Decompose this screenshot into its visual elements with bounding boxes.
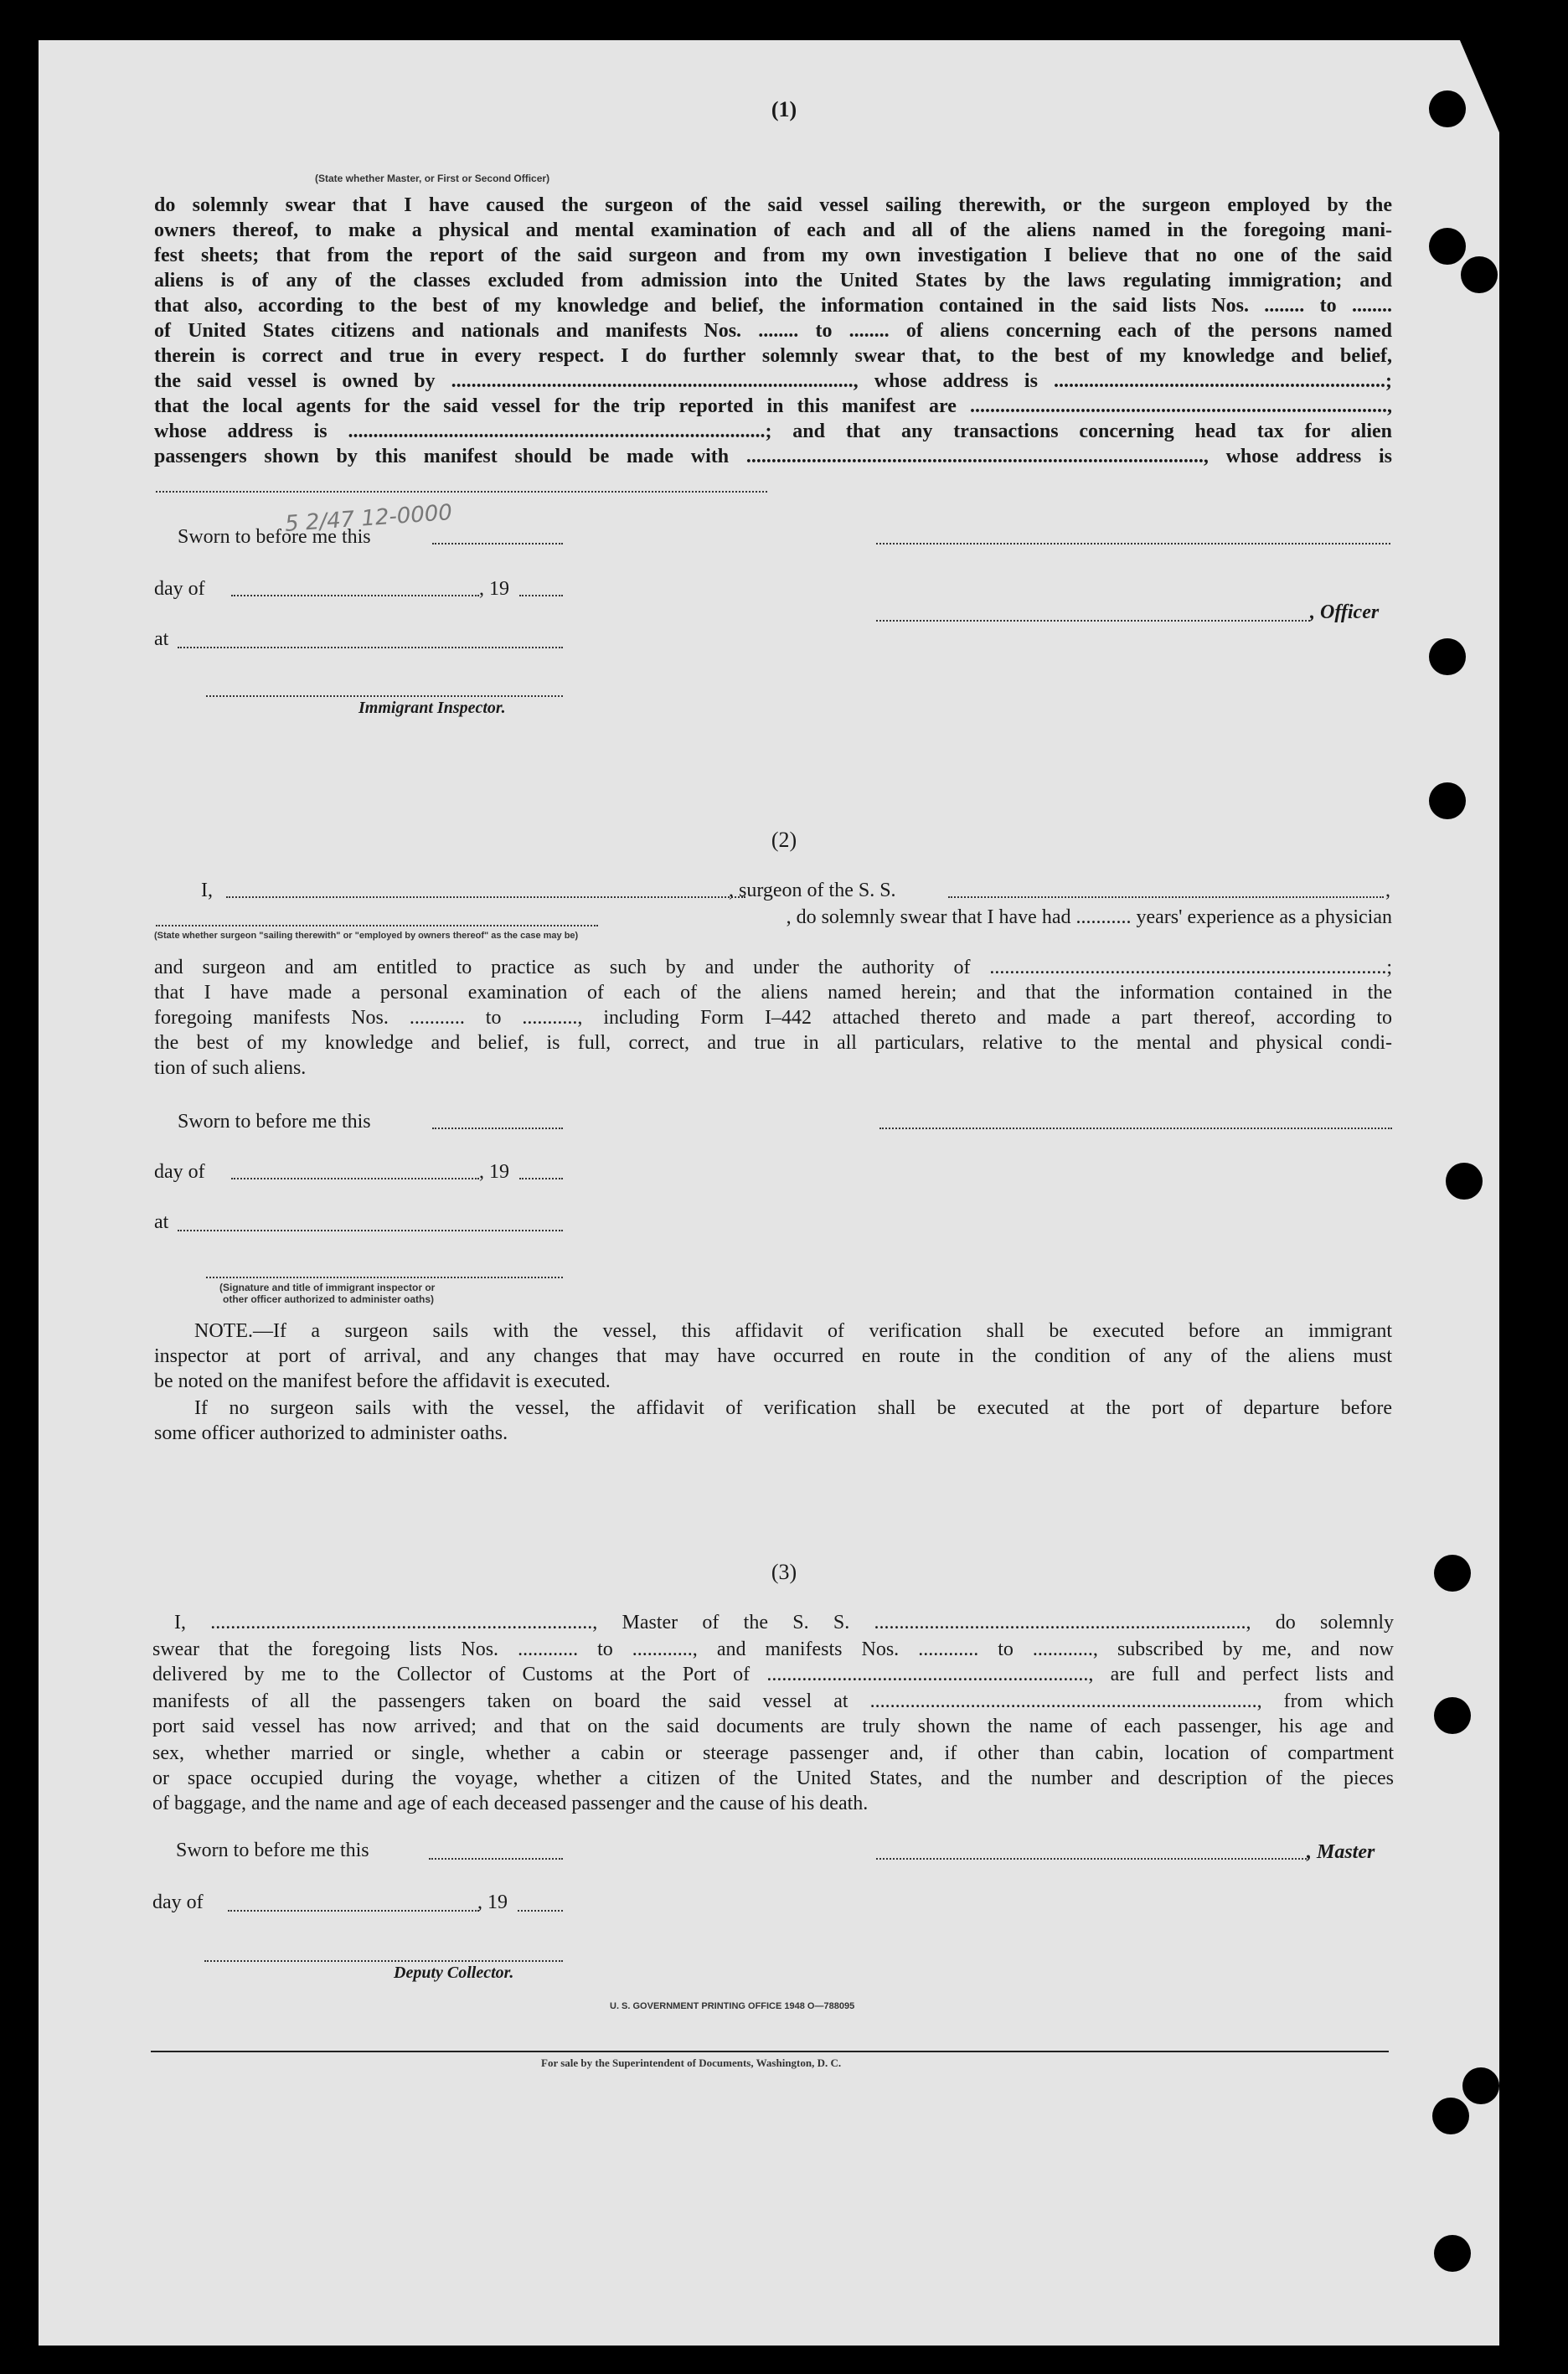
section-2-heading: (2): [771, 828, 797, 852]
punch-hole: [1429, 782, 1466, 819]
year-field[interactable]: [519, 595, 563, 596]
section-3-para-line: of baggage, and the name and age of each deceased passenger and the cause of his death.: [152, 1793, 869, 1814]
section-1-para-line: passengers shown by this manifest should be made with ..........................................................................................., whose address is: [154, 446, 1392, 467]
section-1-sworn: [178, 524, 571, 550]
section-3-para-line: port said vessel has now arrived; and that on the said documents are truly shown the name of each passenger, his age and: [152, 1716, 1394, 1737]
section-2-surgeon-of: , surgeon of the S. S.: [729, 880, 896, 901]
section-2-i: I,: [201, 880, 213, 901]
section-1-para-line: the said vessel is owned by ................................................................................, whose address is ..................................................................;: [154, 370, 1392, 392]
note-line: some officer authorized to administer oaths.: [154, 1422, 508, 1444]
section-1-para-line: whose address is ...................................................................................; and that any transactions concerning head tax for alien: [154, 421, 1392, 442]
sworn-label: Sworn to before me this: [178, 526, 371, 548]
section-1-para-line: do solemnly swear that I have caused the surgeon of the said vessel sailing therewith, or the surgeon employed by the: [154, 194, 1392, 216]
day-of-label: day of: [154, 1161, 205, 1183]
sworn-label: Sworn to before me this: [178, 1111, 371, 1133]
section-3-day-of-field[interactable]: [228, 1910, 479, 1912]
year-label: , 19: [479, 1161, 509, 1183]
note-line: be noted on the manifest before the affidavit is executed.: [154, 1370, 611, 1392]
punch-hole: [1462, 2067, 1499, 2104]
section-3-heading: (3): [771, 1560, 797, 1584]
section-1-para-line: aliens is of any of the classes excluded from admission into the United States by the laws regulating immigration; and: [154, 270, 1392, 292]
sworn-date-field[interactable]: [432, 543, 563, 544]
section-2-sworn: [178, 1109, 571, 1134]
section-1-year: [479, 576, 546, 601]
section-3-para-line: or space occupied during the voyage, whether a citizen of the United States, and the number and description of the pieces: [152, 1768, 1394, 1789]
note-line: inspector at port of arrival, and any changes that may have occurred en route in the condition of any of the aliens must: [154, 1345, 1392, 1367]
master-signature-line[interactable]: [876, 1858, 1307, 1860]
at-field[interactable]: [178, 647, 563, 648]
section-2-first-line: [154, 878, 1392, 903]
at-label: at: [154, 1211, 169, 1233]
section-3-para-line: manifests of all the passengers taken on board the said vessel at ............................................................................., from which: [152, 1690, 1394, 1712]
section-1-para-line: therein is correct and true in every respect. I do further solemnly swear that, to the best of my knowledge and belief,: [154, 345, 1392, 367]
authorized-officer-signature-line[interactable]: [206, 1277, 563, 1278]
section-2-year-field[interactable]: [519, 1178, 563, 1179]
inspector-caption: Immigrant Inspector.: [358, 699, 506, 717]
signature-caption-line-2: other officer authorized to administer oaths): [223, 1293, 435, 1305]
section-1-para-line: owners thereof, to make a physical and mental examination of each and all of the aliens named in the foregoing mani-: [154, 219, 1392, 241]
at-label: at: [154, 628, 169, 650]
day-of-label: day of: [154, 578, 205, 600]
handwritten-note: 5 2/47 12-0000: [284, 500, 453, 537]
section-1-para-line: fest sheets; that from the report of the said surgeon and from my own investigation I believe that no one of the said: [154, 245, 1392, 266]
section-2-para-line: and surgeon and am entitled to practice as such by and under the authority of ...............................................................................;: [154, 957, 1392, 978]
punch-hole: [1446, 1163, 1483, 1200]
officer-signature-line-1[interactable]: [876, 543, 1390, 544]
section-3-para-line: I, ............................................................................, Master of the S. S. .........................................................................., do solemnly: [174, 1612, 1394, 1633]
note-line: NOTE.—If a surgeon sails with the vessel, this affidavit of verification shall be executed before an immigrant: [194, 1320, 1392, 1342]
year-label: , 19: [479, 578, 509, 600]
year-label: , 19: [477, 1891, 508, 1913]
note-line: If no surgeon sails with the vessel, the affidavit of verification shall be executed at the port of departure before: [194, 1397, 1392, 1419]
deputy-collector-signature-line[interactable]: [204, 1960, 563, 1962]
officer-title-caption: (State whether Master, or First or Second Officer): [315, 173, 550, 184]
section-1-heading: (1): [771, 97, 797, 121]
section-2-vessel-field[interactable]: [948, 878, 1384, 898]
punch-hole: [1429, 638, 1466, 675]
surgeon-name-field[interactable]: [226, 878, 745, 898]
surgeon-status-field[interactable]: [156, 925, 598, 926]
section-2-para-line: the best of my knowledge and belief, is full, correct, and true in all particulars, relative to the mental and physical condi-: [154, 1032, 1392, 1054]
master-caption: , Master: [1307, 1841, 1375, 1863]
section-2-second-line: , do solemnly swear that I have had ........... years' experience as a physician: [786, 906, 1392, 928]
day-of-field[interactable]: [231, 595, 479, 596]
section-2-at-field[interactable]: [178, 1230, 563, 1231]
officer-caption: , Officer: [1310, 601, 1380, 623]
section-2-para-line: tion of such aliens.: [154, 1057, 307, 1079]
gpo-imprint: U. S. GOVERNMENT PRINTING OFFICE 1948 O—788095: [610, 2001, 855, 2011]
section-2-comma: ,: [1385, 880, 1390, 901]
signature-caption-line-1: (Signature and title of immigrant inspector or: [219, 1282, 436, 1293]
footer-rule: [151, 2051, 1389, 2052]
inspector-signature-line[interactable]: [206, 695, 563, 697]
section-2-para-line: foregoing manifests Nos. ........... to ..........., including Form I–442 attached thereto and made a part thereof, according to: [154, 1007, 1392, 1029]
day-of-label: day of: [152, 1891, 204, 1913]
section-3-para-line: swear that the foregoing lists Nos. ............ to ............, and manifests Nos. ............ to ............, subscribed by me, and now: [152, 1639, 1394, 1660]
section-2-para-line: that I have made a personal examination of each of the aliens named herein; and that the information contained in the: [154, 982, 1392, 1004]
head-tax-address-field[interactable]: [156, 491, 767, 493]
sworn-label: Sworn to before me this: [176, 1840, 369, 1861]
section-1-para-line: that the local agents for the said vessel for the trip reported in this manifest are ...................................................................................,: [154, 395, 1392, 417]
section-2-day-of-field[interactable]: [231, 1178, 479, 1179]
punch-hole: [1429, 228, 1466, 265]
section-2-sworn-date-field[interactable]: [432, 1128, 563, 1129]
punch-hole: [1461, 256, 1498, 293]
deputy-collector-caption: Deputy Collector.: [394, 1964, 514, 1982]
section-3-para-line: delivered by me to the Collector of Customs at the Port of ................................................................, are full and perfect lists and: [152, 1664, 1394, 1685]
punch-hole: [1432, 2098, 1469, 2134]
surgeon-signature-line[interactable]: [879, 1128, 1392, 1129]
section-1-para-line: of United States citizens and nationals and manifests Nos. ........ to ........ of aliens concerning each of the persons named: [154, 320, 1392, 342]
section-3-para-line: sex, whether married or single, whether a cabin or steerage passenger and, if other than cabin, location of compartment: [152, 1742, 1394, 1764]
surgeon-status-caption: (State whether surgeon "sailing therewith" or "employed by owners thereof" as the case may be): [154, 931, 579, 941]
section-3-year-field[interactable]: [518, 1910, 563, 1912]
section-2-year: [479, 1159, 546, 1184]
punch-hole: [1434, 1697, 1471, 1734]
sale-notice: For sale by the Superintendent of Documents, Washington, D. C.: [541, 2057, 842, 2069]
section-1-para-line: that also, according to the best of my knowledge and belief, the information contained in the said lists Nos. ........ to ........: [154, 295, 1392, 317]
section-3-sworn-date-field[interactable]: [429, 1858, 563, 1860]
punch-hole: [1434, 2235, 1471, 2272]
officer-signature-line-2[interactable]: [876, 620, 1310, 622]
